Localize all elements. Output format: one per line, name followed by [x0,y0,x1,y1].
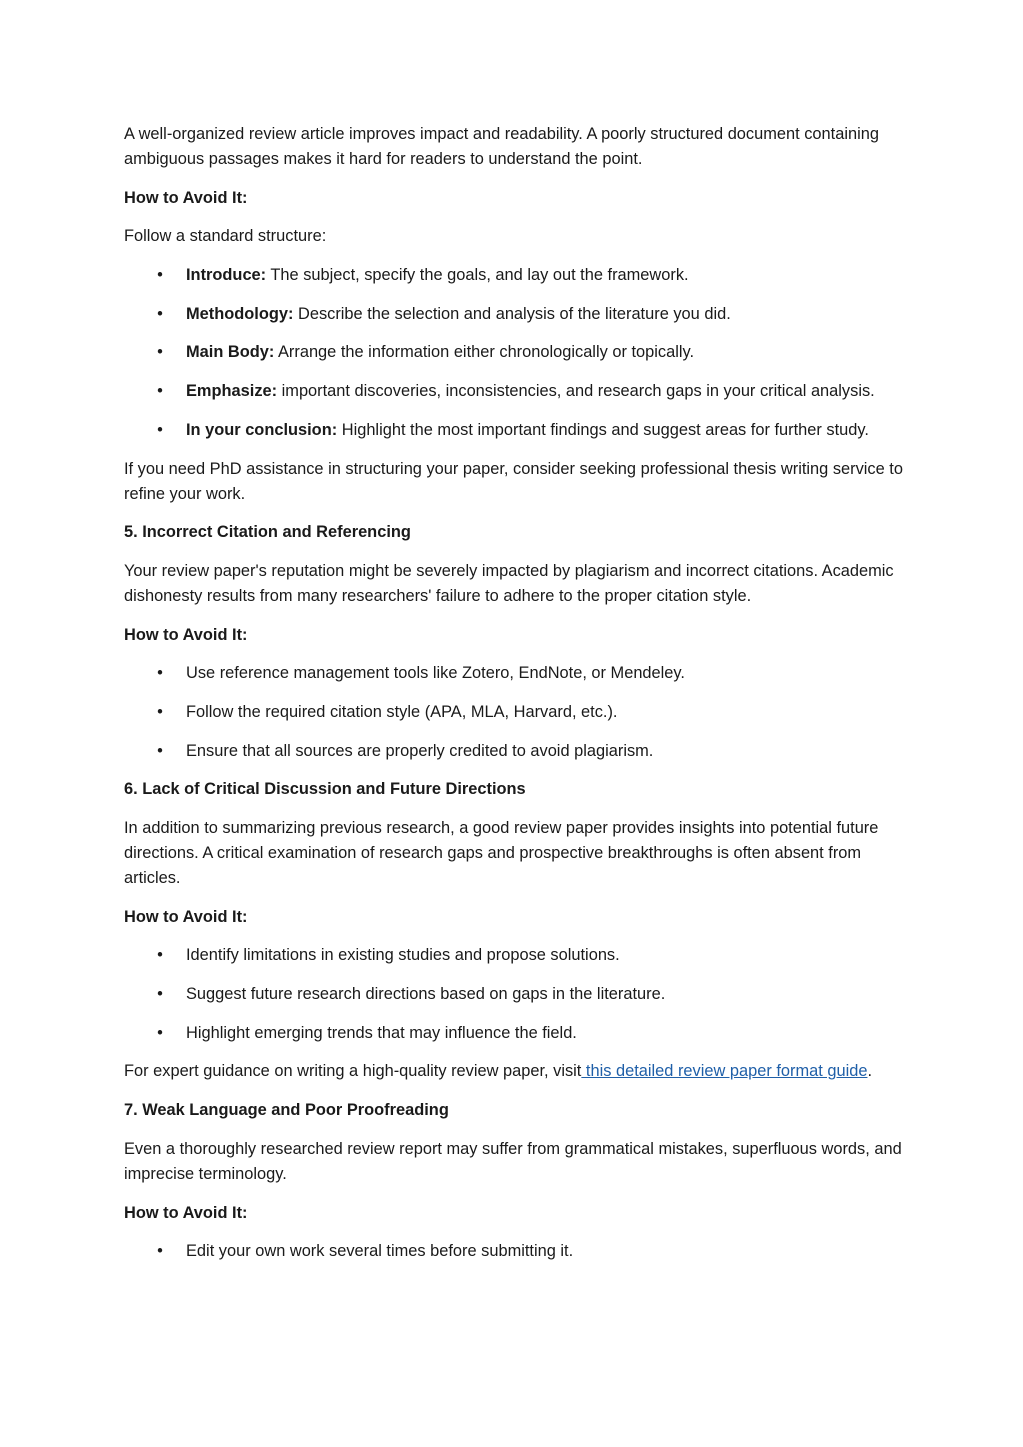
list-item-text: Suggest future research directions based on gaps in the literature. [186,985,666,1004]
bullet-icon: • [157,1242,163,1261]
bullet-icon: • [157,382,163,401]
list-item-text: Highlight emerging trends that may influence the field. [186,1023,577,1042]
bullet-icon: • [157,946,163,965]
bullet-icon: • [157,1023,163,1042]
bullet-icon: • [157,343,163,362]
proofreading-tips-list [124,1239,914,1264]
structure-list [124,263,914,443]
list-item-text: Ensure that all sources are properly credited to avoid plagiarism. [186,741,654,760]
citation-tips-list [124,661,914,763]
list-item-term: Introduce: [186,266,267,285]
intro-paragraph: A well-organized review article improves impact and readability. A poorly structured document containing ambiguous passages makes it hard for readers to understand the point. [124,125,879,168]
list-item-text: important discoveries, inconsistencies, and research gaps in your critical analysis. [277,382,875,401]
guidance-period: . [867,1062,873,1081]
section-5-title: 5. Incorrect Citation and Referencing [124,523,411,542]
list-item-text: Follow the required citation style (APA, MLA, Harvard, etc.). [186,702,618,721]
structure-lead: Follow a standard structure: [124,227,327,246]
list-item [124,418,914,443]
bullet-icon: • [157,985,163,1004]
how-to-avoid-heading: How to Avoid It: [124,188,248,207]
list-item [124,1239,914,1264]
list-item-text: Describe the selection and analysis of the literature you did. [293,304,731,323]
section-6-paragraph: In addition to summarizing previous research, a good review paper provides insights into potential future directions. A critical examination of research gaps and prospective breakthroughs is often absent from articles. [124,819,879,887]
list-item-text: Identify limitations in existing studies and propose solutions. [186,946,620,965]
bullet-icon: • [157,741,163,760]
phd-assistance-paragraph: If you need PhD assistance in structuring your paper, consider seeking professional thesis writing service to refine your work. [124,459,903,503]
bullet-icon: • [157,664,163,683]
list-item-term: Main Body: [186,343,275,362]
section-7-paragraph: Even a thoroughly researched review report may suffer from grammatical mistakes, superfluous words, and imprecise terminology. [124,1139,902,1183]
document-page [124,122,914,1278]
list-item [124,263,914,288]
list-item-text: Arrange the information either chronologically or topically. [274,343,695,362]
bullet-icon: • [157,266,163,285]
list-item-term: Emphasize: [186,382,278,401]
bullet-icon: • [157,304,163,323]
guidance-paragraph [124,1059,914,1084]
list-item [124,943,914,968]
discussion-tips-list [124,943,914,1045]
list-item [124,700,914,725]
review-paper-format-guide-link[interactable]: this detailed review paper format guide [581,1062,868,1081]
list-item-text: Use reference management tools like Zotero, EndNote, or Mendeley. [186,664,685,683]
section-5-paragraph: Your review paper's reputation might be severely impacted by plagiarism and incorrect citations. Academic dishonesty results from many researchers' failure to adhere to the proper citation style. [124,561,894,605]
list-item-term: Methodology: [186,304,294,323]
how-to-avoid-heading: How to Avoid It: [124,907,248,926]
guidance-text: For expert guidance on writing a high-quality review paper, visit [124,1062,582,1081]
list-item-text: Edit your own work several times before submitting it. [186,1242,574,1261]
list-item [124,661,914,686]
how-to-avoid-heading: How to Avoid It: [124,625,248,644]
bullet-icon: • [157,420,163,439]
list-item [124,739,914,764]
list-item [124,982,914,1007]
list-item-text: The subject, specify the goals, and lay out the framework. [266,266,689,285]
list-item [124,1021,914,1046]
section-6-title: 6. Lack of Critical Discussion and Future Directions [124,780,526,799]
how-to-avoid-heading: How to Avoid It: [124,1203,248,1222]
bullet-icon: • [157,702,163,721]
list-item [124,379,914,404]
list-item-term: In your conclusion: [186,420,338,439]
list-item-text: Highlight the most important findings and suggest areas for further study. [337,420,869,439]
list-item [124,340,914,365]
section-7-title: 7. Weak Language and Poor Proofreading [124,1101,449,1120]
list-item [124,302,914,327]
